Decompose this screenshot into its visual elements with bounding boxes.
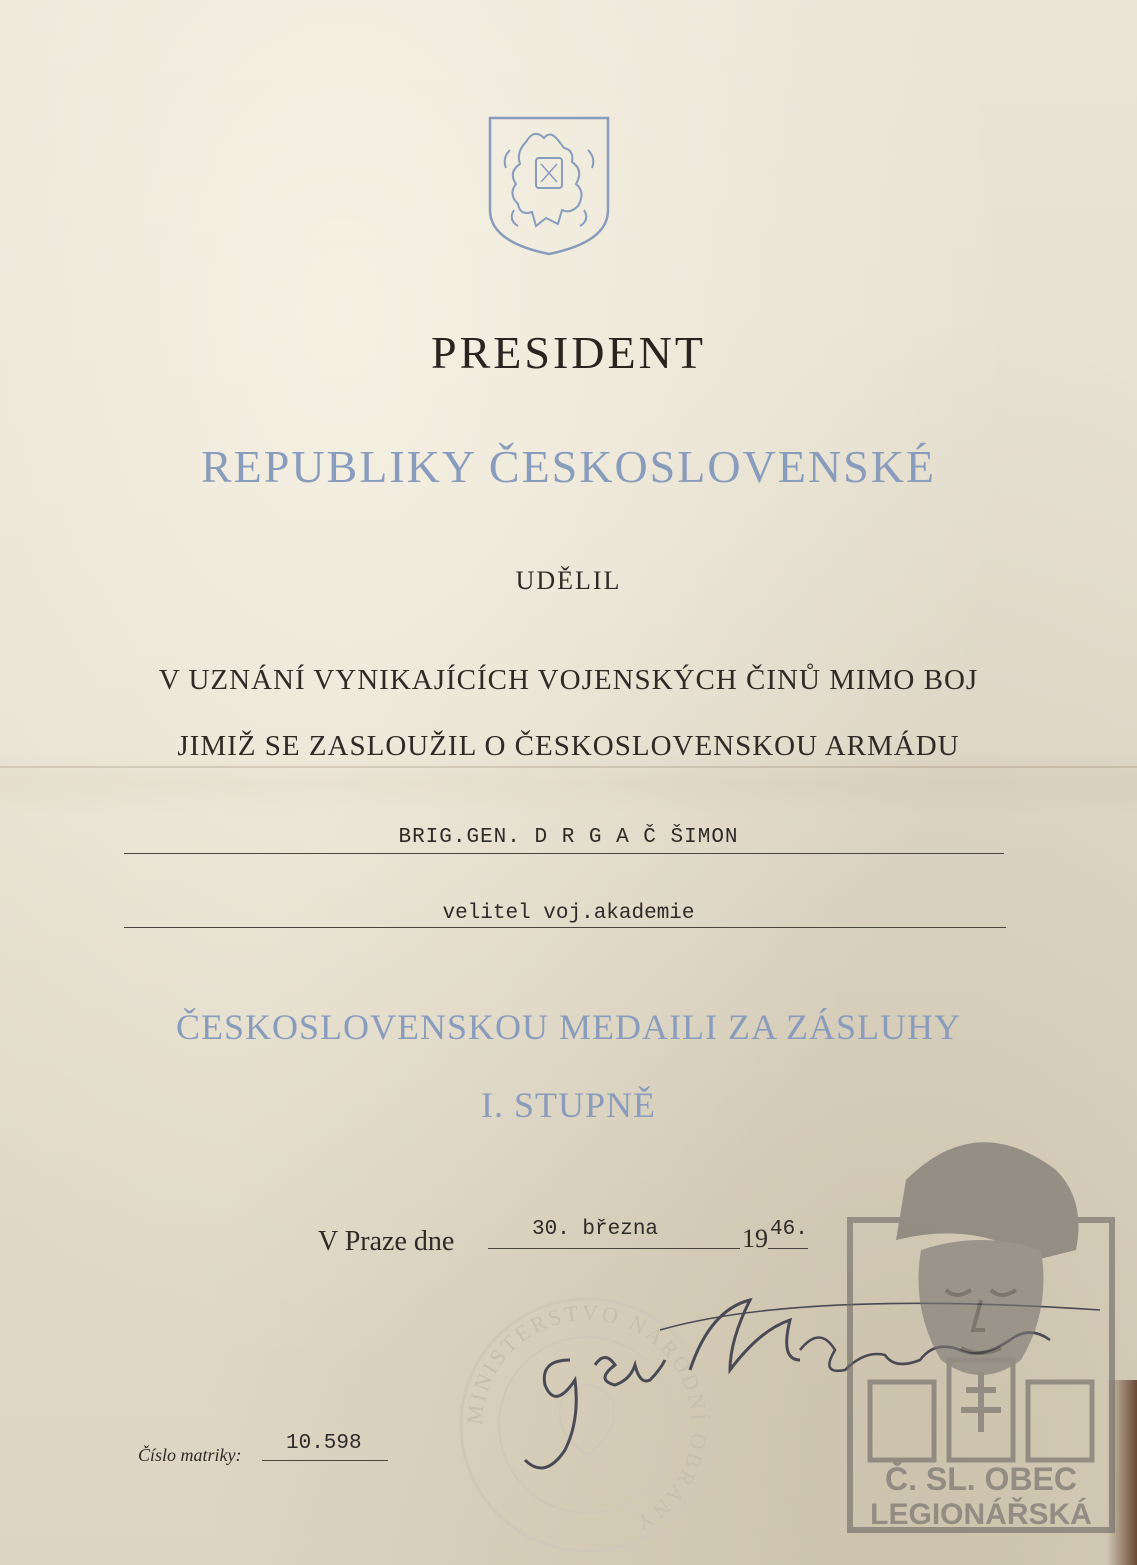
reason-line-1: V UZNÁNÍ VYNIKAJÍCÍCH VOJENSKÝCH ČINŮ MIMO BOJ (158, 664, 979, 696)
award-name: ČESKOSLOVENSKOU MEDAILI ZA ZÁSLUHY (176, 1007, 961, 1047)
heading-republic: REPUBLIKY ČESKOSLOVENSKÉ (200, 441, 937, 492)
place-prefix: V Praze dne (318, 1226, 455, 1257)
registry-label: Číslo matriky: (138, 1445, 242, 1465)
paper-fold (0, 766, 1137, 768)
registry-number: 10.598 (286, 1432, 362, 1455)
recipient-name: BRIG.GEN. D R G A Č ŠIMON (398, 826, 739, 849)
seal-text: MINISTERSTVO NÁRODNÍ OBRANY (461, 1299, 713, 1538)
year-rule (768, 1248, 808, 1249)
reason-line-2: JIMIŽ SE ZASLOUŽIL O ČESKOSLOVENSKOU ARMÁDU (177, 730, 960, 762)
recipient-position: velitel voj.akademie (442, 902, 695, 925)
heading-president: PRESIDENT (431, 327, 706, 378)
award-degree: I. STUPNĚ (480, 1085, 656, 1125)
date-rule (488, 1248, 740, 1249)
year-filled: 46. (770, 1218, 808, 1241)
coat-of-arms-icon (486, 114, 612, 256)
year-printed: 19 (742, 1224, 768, 1253)
verb-awarded: UDĚLIL (515, 566, 622, 595)
registry-rule (262, 1460, 388, 1461)
legion-watermark-logo (846, 1120, 1116, 1540)
recipient-position-rule (124, 927, 1006, 928)
date-filled: 30. března (532, 1218, 659, 1241)
watermark-line1: Č. SL. OBEC (884, 1461, 1078, 1497)
watermark-line2: LEGIONÁŘSKÁ (870, 1498, 1092, 1531)
recipient-name-rule (124, 853, 1004, 854)
